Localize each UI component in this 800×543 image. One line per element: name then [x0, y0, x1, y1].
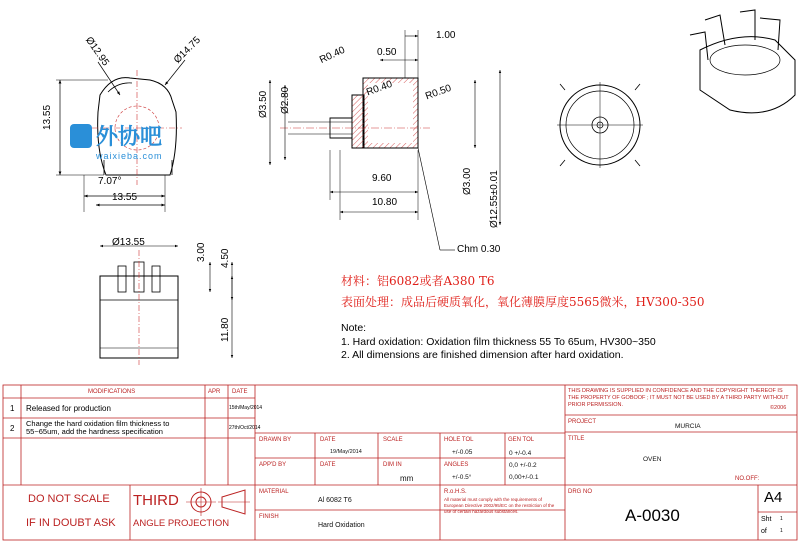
hole-tol-value: +/-0.05 — [452, 449, 473, 456]
title-value: OVEN — [643, 456, 662, 463]
gen-tol-2: 0,0 +/-0.2 — [509, 462, 537, 469]
dim-d280: Ø2.80 — [280, 86, 291, 114]
project-value: MURCIA — [675, 423, 701, 430]
drg-no-label: DRG NO — [568, 489, 592, 495]
of-label: of — [761, 528, 767, 535]
note-heading: Note: — [341, 322, 367, 334]
dim-w100: 1.00 — [436, 30, 456, 41]
copyright: ©2006 — [770, 405, 787, 411]
dim-in-label: DIM IN — [383, 462, 402, 468]
end-view — [557, 82, 643, 168]
rohs-label: R.o.H.S. — [444, 489, 467, 495]
sheet-size: A4 — [764, 489, 783, 506]
rev-row-2-text: Change the hard oxidation film thickness to 55~65um, add the hardness specification — [26, 419, 170, 436]
watermark-url: waixieba.com — [96, 151, 163, 161]
sheet-value: 1 — [780, 516, 783, 522]
date2-label: DATE — [320, 462, 336, 468]
watermark-logo-icon — [70, 124, 92, 148]
note-line-1: 1. Hard oxidation: Oxidation film thickness 55 To 65um, HV300~350 — [341, 336, 656, 348]
rev-row-1-no: 1 — [10, 404, 15, 413]
angles-label: ANGLES — [444, 462, 469, 468]
angle-projection-label: ANGLE PROJECTION — [133, 518, 230, 529]
hole-tol-label: HOLE TOL — [444, 437, 474, 443]
rev-row-1-text: Released for production — [26, 404, 111, 413]
watermark-brand: 外协吧 — [96, 125, 163, 150]
if-in-doubt: IF IN DOUBT ASK — [26, 517, 116, 529]
dim-w050: 0.50 — [377, 47, 397, 58]
dim-w1355: 13.55 — [112, 192, 138, 203]
date-value: 19/May/2014 — [330, 449, 362, 455]
dim-r040a: R0.40 — [318, 44, 347, 66]
note-cn-material: 材料：铝6082或者A380 T6 — [341, 274, 495, 288]
gen-tol-label: GEN TOL — [508, 437, 535, 443]
scale-label: SCALE — [383, 437, 403, 443]
date-label: DATE — [320, 437, 336, 443]
rev-row-2-date: 27th/Oct/2014 — [229, 425, 261, 431]
rev-header-mods: MODIFICATIONS — [88, 389, 136, 395]
dim-d1295: Ø12.95 — [82, 35, 111, 69]
rev-header-date: DATE — [232, 389, 248, 395]
watermark — [70, 120, 200, 161]
project-label: PROJECT — [568, 419, 597, 425]
rohs-text: All material must comply with the requirements of European Directive 2002/95/EC on the restriction of the use of certain hazardous substances. — [444, 497, 555, 514]
section-view — [270, 30, 500, 250]
do-not-scale: DO NOT SCALE — [28, 493, 110, 505]
sheet-label: Sht — [761, 516, 772, 523]
material-label: MATERIAL — [259, 489, 289, 495]
dim-in-value: mm — [400, 474, 414, 483]
drawn-by-label: DRAWN BY — [259, 437, 292, 443]
rev-header-apr: APR — [208, 389, 221, 395]
apprd-by-label: APP'D BY — [259, 462, 287, 468]
note-cn-surface: 表面处理：成品后硬质氧化，氧化薄膜厚度5565微米，HV300-350 — [341, 295, 705, 309]
dim-h1180: 11.80 — [220, 317, 231, 342]
dim-l960: 9.60 — [372, 173, 392, 184]
rev-row-1-date: 15th/May/2014 — [229, 405, 263, 411]
drg-no-value: A-0030 — [625, 506, 680, 525]
of-value: 1 — [780, 528, 783, 534]
dim-d1475: Ø14.75 — [172, 34, 203, 66]
isometric-view — [690, 10, 795, 113]
dim-d1255: Ø12.55±0.01 — [489, 170, 500, 228]
title-label: TITLE — [568, 436, 585, 442]
dim-r050: R0.50 — [424, 82, 453, 103]
dim-angle: 7.07° — [98, 176, 122, 187]
side-view — [100, 246, 232, 365]
no-off-label: NO.OFF: — [735, 476, 760, 482]
third-label: THIRD — [133, 492, 179, 509]
finish-value: Hard Oxidation — [318, 522, 365, 529]
dim-l1080: 10.80 — [372, 197, 398, 208]
rev-row-2-no: 2 — [10, 424, 15, 433]
dim-d1355-side: Ø13.55 — [112, 237, 145, 248]
third-angle-symbol — [186, 488, 250, 516]
dim-h450: 4.50 — [220, 248, 231, 268]
angles-value: +/-0.5° — [452, 474, 472, 481]
dim-h300: 3.00 — [196, 242, 207, 262]
dim-d350: Ø3.50 — [258, 90, 269, 118]
gen-tol-1: 0 +/-0.4 — [509, 450, 532, 457]
dim-h1355: 13.55 — [42, 104, 53, 130]
dim-d300: Ø3.00 — [462, 167, 473, 195]
finish-label: FINISH — [259, 514, 279, 520]
note-line-2: 2. All dimensions are finished dimension after hard oxidation. — [341, 349, 624, 361]
dim-chm: Chm 0.30 — [457, 244, 501, 255]
confidential-notice: THIS DRAWING IS SUPPLIED IN CONFIDENCE AND THE COPYRIGHT THEREOF IS THE PROPERTY OF GOBOOF ; IT MUST NOT BE USED BY A THIRD PARTY WITHOUT PRIOR PERMISSION. — [568, 388, 789, 408]
material-value: Al 6082 T6 — [318, 497, 352, 504]
gen-tol-3: 0,00+/-0.1 — [509, 474, 539, 481]
dim-r040b: R0.40 — [365, 78, 394, 99]
